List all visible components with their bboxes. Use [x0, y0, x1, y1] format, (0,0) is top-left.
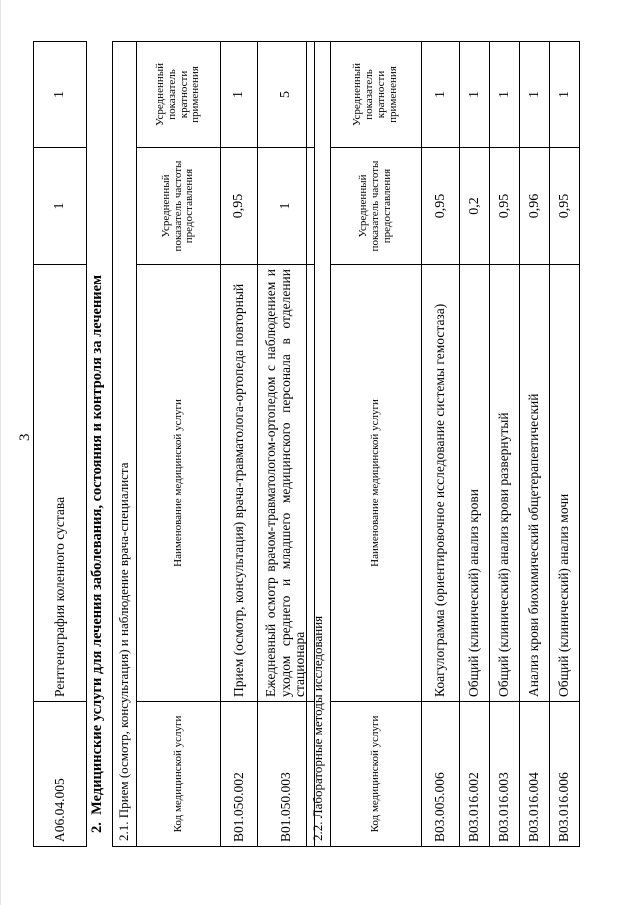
table-row	[221, 41, 258, 846]
table-row	[460, 41, 490, 846]
service-name: Анализ крови биохимический общетерапевтический	[520, 265, 550, 702]
service-name: Ежедневный осмотр врачом-травматологом-ортопедом с наблюдением и уходом среднего и младшего медицинского персонала в отделении стационара	[258, 265, 315, 702]
multiplicity-value: 1	[422, 41, 460, 147]
header-name: Наименование медицинской услуги	[331, 265, 422, 702]
frequency-value: 0,2	[460, 148, 490, 265]
service-code: B03.016.003	[490, 702, 520, 847]
frequency-value: 0,96	[520, 148, 550, 265]
multiplicity-value: 1	[460, 41, 490, 147]
section-title-text: Медицинские услуги для лечения заболевания, состояния и контроля за лечением	[89, 275, 105, 815]
section-number: 2.	[89, 822, 105, 833]
header-name: Наименование медицинской услуги	[137, 265, 221, 702]
table-header-row	[137, 41, 221, 846]
page-number: 3	[17, 433, 33, 441]
subsection-title: 2.1. Прием (осмотр, консультация) и наблюдение врача-специалиста	[113, 41, 137, 846]
header-code: Код медицинской услуги	[137, 702, 221, 847]
service-name: Общий (клинический) анализ крови развернутый	[490, 265, 520, 702]
service-name: Коагулограмма (ориентировочное исследование системы гемостаза)	[422, 265, 460, 702]
table-row	[422, 41, 460, 846]
frequency-value: 1	[34, 148, 87, 265]
service-name: Прием (осмотр, консультация) врача-травматолога-ортопеда повторный	[221, 265, 258, 702]
table-row	[490, 41, 520, 846]
frequency-value: 1	[258, 148, 315, 265]
header-frequency: Усредненный показатель частоты предоставления	[331, 148, 422, 265]
service-name: Общий (клинический) анализ крови	[460, 265, 490, 702]
service-code: B03.016.002	[460, 702, 490, 847]
table-2-1	[112, 41, 315, 847]
top-table	[33, 41, 87, 847]
table-header-row	[331, 41, 422, 846]
header-code: Код медицинской услуги	[331, 702, 422, 847]
section-title	[89, 275, 106, 833]
header-frequency: Усредненный показатель частоты предоставления	[137, 148, 221, 265]
subsection-row	[113, 41, 137, 846]
service-code: A06.04.005	[34, 702, 87, 847]
table-2-2	[306, 41, 580, 847]
multiplicity-value: 1	[550, 41, 580, 147]
frequency-value: 0,95	[550, 148, 580, 265]
service-code: B03.016.006	[550, 702, 580, 847]
service-code: B01.050.003	[258, 702, 315, 847]
frequency-value: 0,95	[422, 148, 460, 265]
multiplicity-value: 1	[490, 41, 520, 147]
frequency-value: 0,95	[221, 148, 258, 265]
multiplicity-value: 1	[34, 42, 87, 148]
table-row	[520, 41, 550, 846]
service-name: Общий (клинический) анализ мочи	[550, 265, 580, 702]
multiplicity-value: 1	[520, 41, 550, 147]
service-code: B03.016.004	[520, 702, 550, 847]
multiplicity-value: 5	[258, 41, 315, 147]
service-code: B03.005.006	[422, 702, 460, 847]
multiplicity-value: 1	[221, 41, 258, 147]
table-row	[550, 41, 580, 846]
header-multiplicity: Усредненный показатель кратности применения	[137, 41, 221, 147]
table-row	[34, 42, 87, 847]
subsection-row	[307, 41, 331, 846]
subsection-title: 2.2. Лабораторные методы исследования	[307, 41, 331, 846]
header-multiplicity: Усредненный показатель кратности применения	[331, 41, 422, 147]
service-name: Рентгенография коленного сустава	[34, 265, 87, 702]
service-code: B01.050.002	[221, 702, 258, 847]
frequency-value: 0,95	[490, 148, 520, 265]
